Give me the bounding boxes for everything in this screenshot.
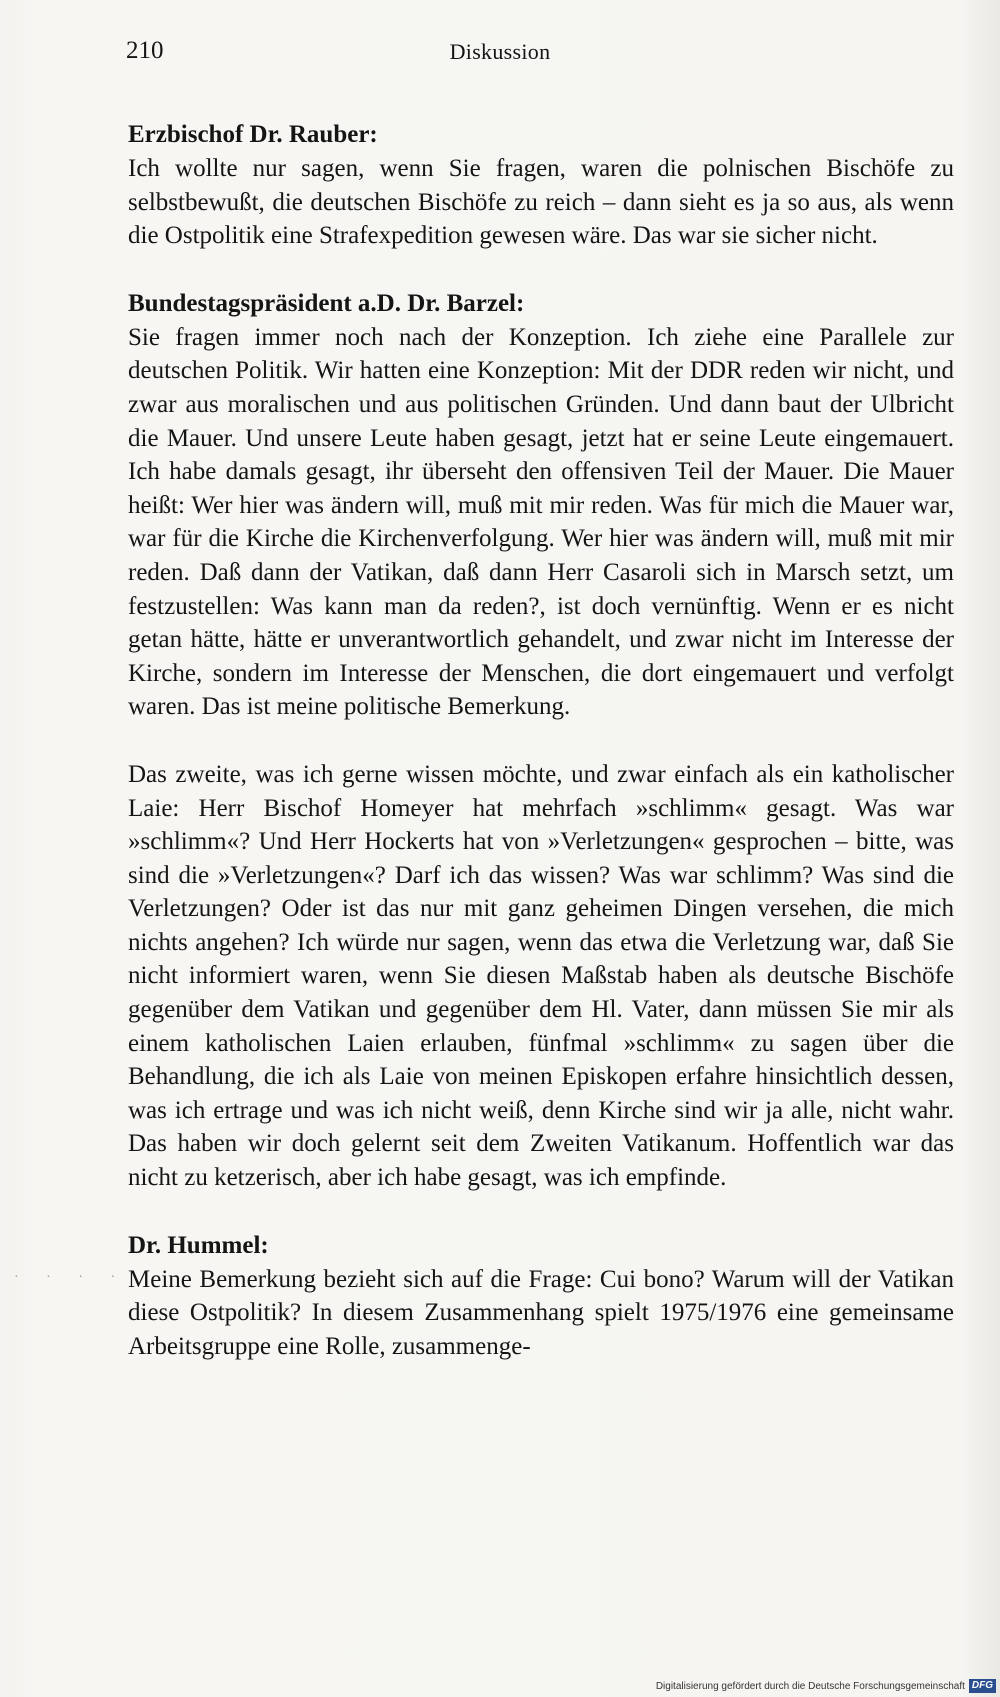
digitization-footer [656, 1679, 996, 1693]
paragraph-rauber: Ich wollte nur sagen, wenn Sie fragen, waren die polnischen Bischöfe zu selbstbewußt, die deutschen Bischöfe zu reich – dann sieht es ja so aus, als wenn die Ostpolitik eine Strafexpedition gewesen wäre. Das war sie sicher nicht. [128, 155, 954, 250]
speaker-barzel: Bundestagspräsident a.D. Dr. Barzel: [128, 289, 525, 317]
speaker-hummel: Dr. Hummel: [128, 1231, 269, 1259]
running-title: Diskussion [449, 39, 551, 64]
paragraph-hummel: Meine Bemerkung bezieht sich auf die Frage: Cui bono? Warum will der Vatikan diese Ostpolitik? In diesem Zusammenhang spielt 1975/1976 eine gemeinsame Arbeitsgruppe eine Rolle, zusammenge- [128, 1265, 954, 1360]
page-number: 210 [126, 37, 164, 64]
speaker-rauber: Erzbischof Dr. Rauber: [128, 121, 378, 148]
paragraph-barzel-2: Das zweite, was ich gerne wissen möchte, und zwar einfach als ein katholischer Laie: Herr Bischof Homeyer hat mehrfach »schlimm« gesagt. Was war »schlimm«? Und Herr Hockerts hat von »Verletzungen« gesprochen – bitte, was sind die »Verletzungen«? Darf ich das wissen? Was war schlimm? Was sind die Verletzungen? Oder ist das nur mit ganz geheimen Dingen versehen, die mich nichts angehen? Ich würde nur sagen, wenn das etwa die Verletzung war, daß Sie nicht informiert waren, wenn Sie diesen Maßstab haben als deutsche Bischöfe gegenüber dem Vatikan und gegenüber dem Hl. Vater, dann müssen Sie mir als einem katholischen Laien erlauben, fünfmal »schlimm« zu sagen über die Behandlung, die ich als Laie von meinen Episkopen erfahre hinsichtlich dessen, was ich ertrage und was ich nicht weiß, denn Kirche sind wir ja alle, nicht wahr. Das haben wir doch gelernt seit dem Zweiten Vatikanum. Hoffentlich war das nicht zu ketzerisch, aber ich habe gesagt, was ich empfinde. [128, 760, 954, 1192]
margin-dots: · · · · [14, 1270, 128, 1285]
paragraph-barzel-1: Sie fragen immer noch nach der Konzeption. Ich ziehe eine Parallele zur deutschen Politik. Wir hatten eine Konzeption: Mit der DDR reden wir nicht, und zwar aus moralischen und aus politischen Gründen. Und dann baut der Ulbricht die Mauer. Und unsere Leute haben gesagt, jetzt hat er seine Leute eingemauert. Ich habe damals gesagt, ihr überseht den offensiven Teil der Mauer. Die Mauer heißt: Wer hier was ändern will, muß mit mir reden. Was für mich die Mauer war, war für die Kirche die Kirchenverfolgung. Wer hier was ändern will, muß mit mir reden. Daß dann der Vatikan, daß dann Herr Casaroli sich in Marsch setzt, um festzustellen: Was kann man da reden?, ist doch vernünftig. Wenn er es nicht getan hätte, hätte er unverantwortlich gehandelt, und zwar nicht im Interesse der Kirche, sondern im Interesse der Menschen, die dort eingemauert und verfolgt waren. Das ist meine politische Bemerkung. [128, 323, 954, 721]
dfg-logo-icon: DFG [969, 1679, 996, 1693]
discussion-text [128, 118, 954, 1363]
footer-text: Digitalisierung gefördert durch die Deutsche Forschungsgemeinschaft [655, 1680, 965, 1692]
